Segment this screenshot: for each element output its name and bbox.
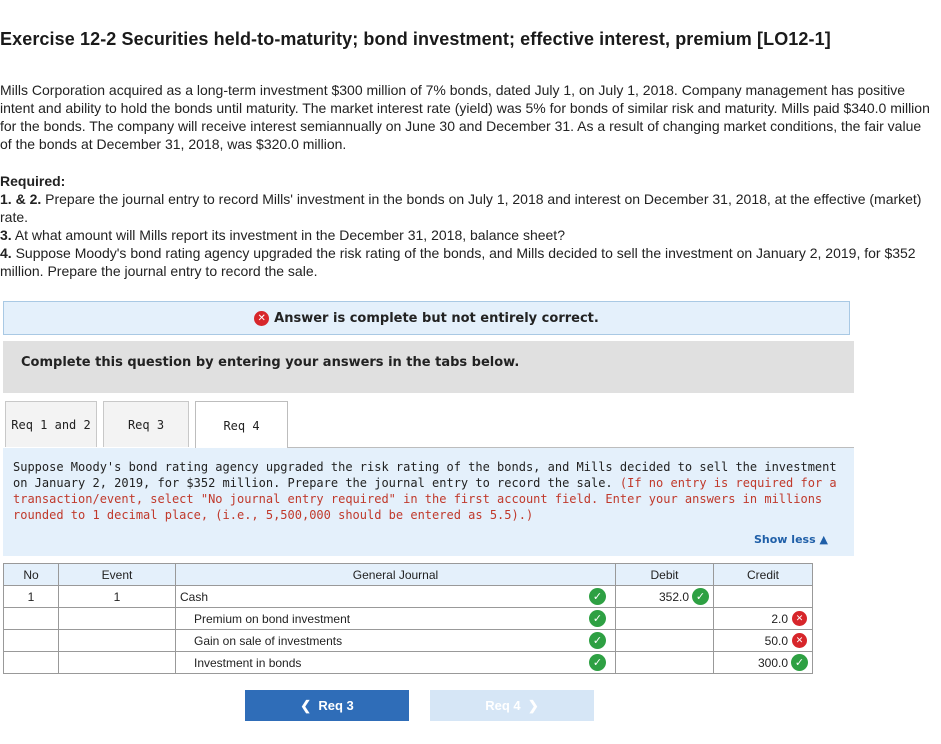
prev-req-label: Req 3 <box>318 698 354 713</box>
header-debit: Debit <box>616 564 714 586</box>
row-event <box>59 608 176 630</box>
row-no <box>4 608 59 630</box>
account-name: Cash <box>180 590 209 604</box>
required-item-3 <box>0 226 935 244</box>
row-event <box>59 630 176 652</box>
show-less-label: Show less <box>754 533 816 546</box>
row-event <box>59 652 176 674</box>
prev-req-button[interactable] <box>245 690 409 721</box>
chevron-right-icon: ❯ <box>527 697 539 713</box>
credit-amount: 300.0 <box>757 656 788 670</box>
tab-req-1-and-2[interactable]: Req 1 and 2 <box>5 401 97 447</box>
credit-amount: 50.0 <box>764 634 788 648</box>
x-icon: ✕ <box>792 611 807 626</box>
answer-status-text: Answer is complete but not entirely correct. <box>274 310 599 326</box>
required-text: At what amount will Mills report its investment in the December 31, 2018, balance sheet? <box>14 227 565 243</box>
check-icon: ✓ <box>589 654 606 671</box>
account-field[interactable] <box>176 608 616 630</box>
credit-field[interactable] <box>714 586 813 608</box>
answer-status-banner <box>3 301 850 335</box>
account-field[interactable] <box>176 652 616 674</box>
debit-field[interactable] <box>616 652 714 674</box>
tab-req-3[interactable]: Req 3 <box>103 401 189 447</box>
required-heading: Required: <box>0 173 66 189</box>
required-number: 1. & 2. <box>0 191 42 207</box>
required-section <box>0 172 935 280</box>
account-name: Investment in bonds <box>194 656 302 670</box>
header-no: No <box>4 564 59 586</box>
debit-amount: 352.0 <box>658 590 689 604</box>
header-credit: Credit <box>714 564 813 586</box>
row-no <box>4 652 59 674</box>
row-event: 1 <box>59 586 176 608</box>
required-number: 4. <box>0 245 12 261</box>
tab-req-4[interactable]: Req 4 <box>195 401 288 449</box>
account-field[interactable] <box>176 586 616 608</box>
required-number: 3. <box>0 227 12 243</box>
instructions-text <box>13 459 838 523</box>
problem-intro: Mills Corporation acquired as a long-term investment $300 million of 7% bonds, dated July 1, on July 1, 2018. Company management has positive intent and ability to hold the bonds until maturity. The market interest rate (yield) was 5% for bonds of similar risk and maturity. Mills paid $340.0 million for the bonds. The company will receive interest semiannually on June 30 and December 31. As a result of changing market conditions, the fair value of the bonds at December 31, 2018, was $320.0 million. <box>0 82 930 152</box>
check-icon: ✓ <box>692 588 709 605</box>
account-name: Gain on sale of investments <box>194 634 343 648</box>
table-row <box>4 630 813 652</box>
next-req-label: Req 4 <box>485 698 521 713</box>
debit-field[interactable] <box>616 608 714 630</box>
x-icon: ✕ <box>792 633 807 648</box>
credit-field[interactable] <box>714 652 813 674</box>
account-name: Premium on bond investment <box>194 612 351 626</box>
show-less-link[interactable] <box>754 533 828 546</box>
instructions-main: Suppose Moody's bond rating agency upgraded the risk rating of the bonds, and Mills decided to sell the investment on January 2, 2019, for $352 million. Prepare the journal entry to record the sale. <box>13 460 837 490</box>
table-row <box>4 652 813 674</box>
debit-field[interactable] <box>616 630 714 652</box>
check-icon: ✓ <box>589 632 606 649</box>
instructions-note: (If no entry is required for a transaction/event, select "No journal entry required" in the first account field. Enter your answers in millions rounded to 1 decimal place, (i.e., 5,500,000 should be entered as 5.5).) <box>13 476 837 522</box>
tab-bar <box>3 401 854 448</box>
required-item-4 <box>0 244 935 280</box>
row-no <box>4 630 59 652</box>
table-header-row <box>4 564 813 586</box>
caret-up-icon: ▲ <box>819 533 828 546</box>
exercise-title: Exercise 12-2 Securities held-to-maturity; bond investment; effective interest, premium [LO12-1] <box>0 29 831 49</box>
row-no: 1 <box>4 586 59 608</box>
credit-amount: 2.0 <box>771 612 788 626</box>
journal-table <box>3 563 813 674</box>
credit-field[interactable] <box>714 608 813 630</box>
credit-field[interactable] <box>714 630 813 652</box>
instructions-header-text: Complete this question by entering your answers in the tabs below. <box>21 355 520 370</box>
instructions-header <box>3 341 854 393</box>
x-icon: ✕ <box>254 311 269 326</box>
check-icon: ✓ <box>791 654 808 671</box>
next-req-button <box>430 690 594 721</box>
required-text: Prepare the journal entry to record Mills' investment in the bonds on July 1, 2018 and interest on December 31, 2018, at the effective (market) rate. <box>0 191 922 225</box>
check-icon: ✓ <box>589 588 606 605</box>
table-row <box>4 586 813 608</box>
header-event: Event <box>59 564 176 586</box>
header-general-journal: General Journal <box>176 564 616 586</box>
account-field[interactable] <box>176 630 616 652</box>
required-item-1-2 <box>0 190 935 226</box>
tab-instructions <box>3 448 854 556</box>
check-icon: ✓ <box>589 610 606 627</box>
table-row <box>4 608 813 630</box>
debit-field[interactable] <box>616 586 714 608</box>
required-text: Suppose Moody's bond rating agency upgraded the risk rating of the bonds, and Mills decided to sell the investment on January 2, 2019, for $352 million. Prepare the journal entry to record the sale. <box>0 245 916 279</box>
chevron-left-icon: ❮ <box>300 697 312 713</box>
